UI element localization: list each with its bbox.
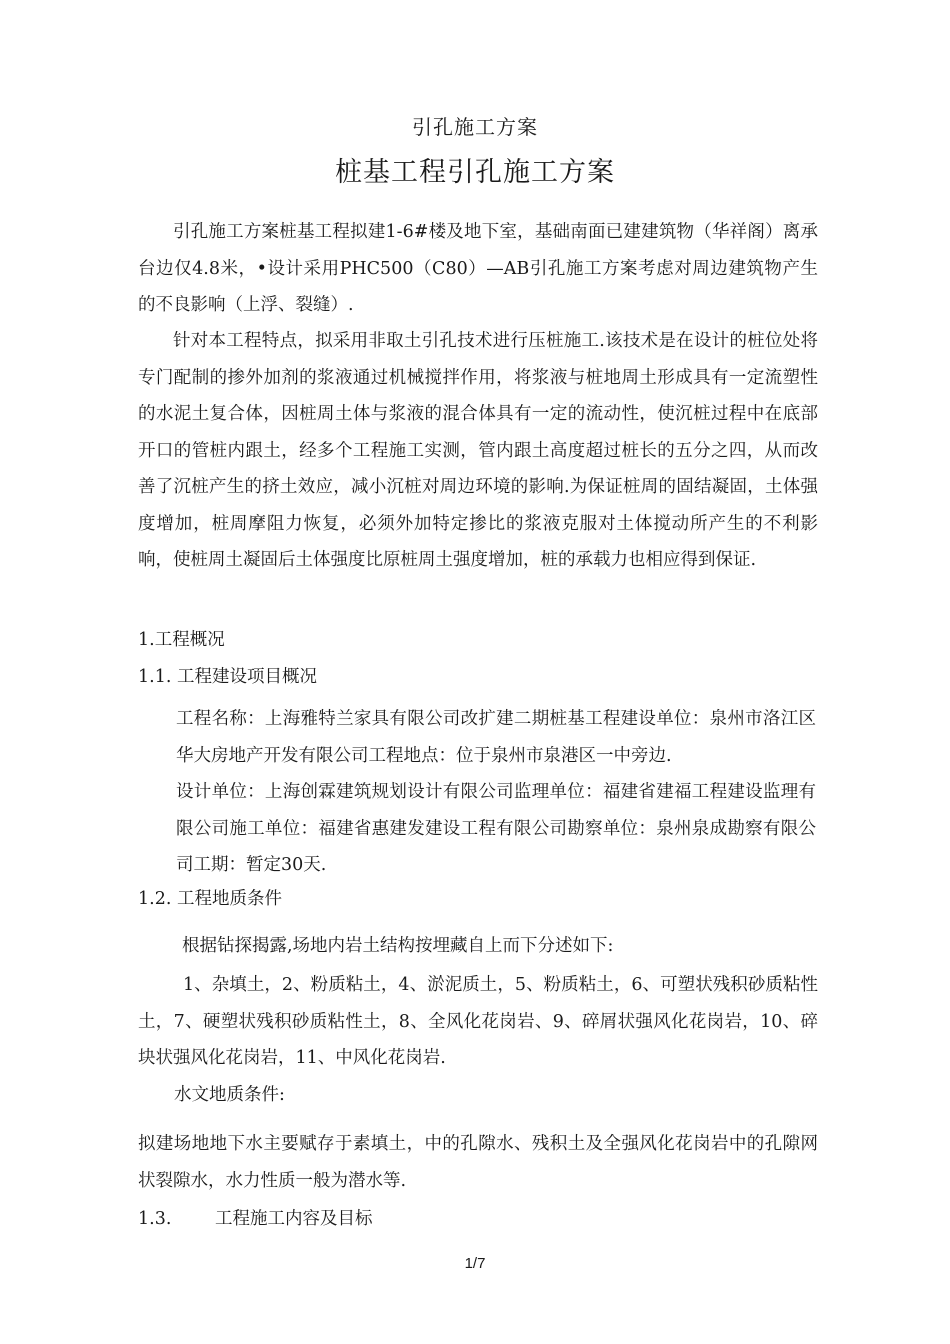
intro-paragraph: 引孔施工方案桩基工程拟建1-6#楼及地下室，基础南面已建建筑物（华祥阁）离承台边仅4.8米，•设计采用PHC500（C80）—AB引孔施工方案考虑对周边建筑物产生的不良影响（上浮、裂缝）.: [138, 222, 818, 315]
hydro-geology-title: 水文地质条件:: [174, 1085, 285, 1105]
hydro-geology-paragraph: 拟建场地地下水主要赋存于素填土，中的孔隙水、残积土及全强风化花岗岩中的孔隙网状裂隙水，水力性质一般为潜水等.: [138, 1134, 818, 1191]
section-heading-1-2: 1.2. 工程地质条件: [138, 889, 282, 909]
geology-layers-paragraph: 1、杂填土，2、粉质粘土，4、淤泥质土，5、粉质粘土，6、可塑状残积砂质粘性土，7、硬塑状残积砂质粘性土，8、全风化花岗岩、9、碎屑状强风化花岗岩，10、碎块状强风化花岗岩，11、中风化花岗岩.: [138, 975, 818, 1068]
page-number: 1/7: [464, 1255, 486, 1272]
section-heading-1-3-title: 工程施工内容及目标: [215, 1209, 373, 1229]
project-info-paragraph-1: 工程名称：上海雅特兰家具有限公司改扩建二期桩基工程建设单位：泉州市洛江区华大房地产开发有限公司工程地点：位于泉州市泉港区一中旁边.: [176, 709, 816, 766]
technique-paragraph: 针对本工程特点，拟采用非取土引孔技术进行压桩施工.该技术是在设计的桩位处将专门配制的掺外加剂的浆液通过机械搅拌作用，将浆液与桩地周土形成具有一定流塑性的水泥土复合体，因桩周土体与浆液的混合体具有一定的流动性，使沉桩过程中在底部开口的管桩内跟土，经多个工程施工实测，管内跟土高度超过桩长的五分之四，从而改善了沉桩产生的挤土效应，减小沉桩对周边环境的影响.为保证桩周的固结凝固，土体强度增加，桩周摩阻力恢复，必须外加特定掺比的浆液克服对土体搅动所产生的不利影响，使桩周土凝固后土体强度比原桩周土强度增加，桩的承载力也相应得到保证.: [138, 331, 818, 570]
header-title: 引孔施工方案: [412, 115, 538, 139]
section-heading-1: 1.工程概况: [138, 630, 225, 650]
section-heading-1-3-number: 1.3.: [138, 1209, 172, 1229]
geology-intro: 根据钻探揭露,场地内岩土结构按埋藏自上而下分述如下:: [182, 936, 614, 956]
section-heading-1-1: 1.1. 工程建设项目概况: [138, 667, 317, 687]
main-title: 桩基工程引孔施工方案: [335, 157, 615, 188]
project-info-paragraph-2: 设计单位：上海创霖建筑规划设计有限公司监理单位：福建省建福工程建设监理有限公司施工单位：福建省惠建发建设工程有限公司勘察单位：泉州泉成勘察有限公司工期：暂定30天.: [176, 782, 816, 875]
